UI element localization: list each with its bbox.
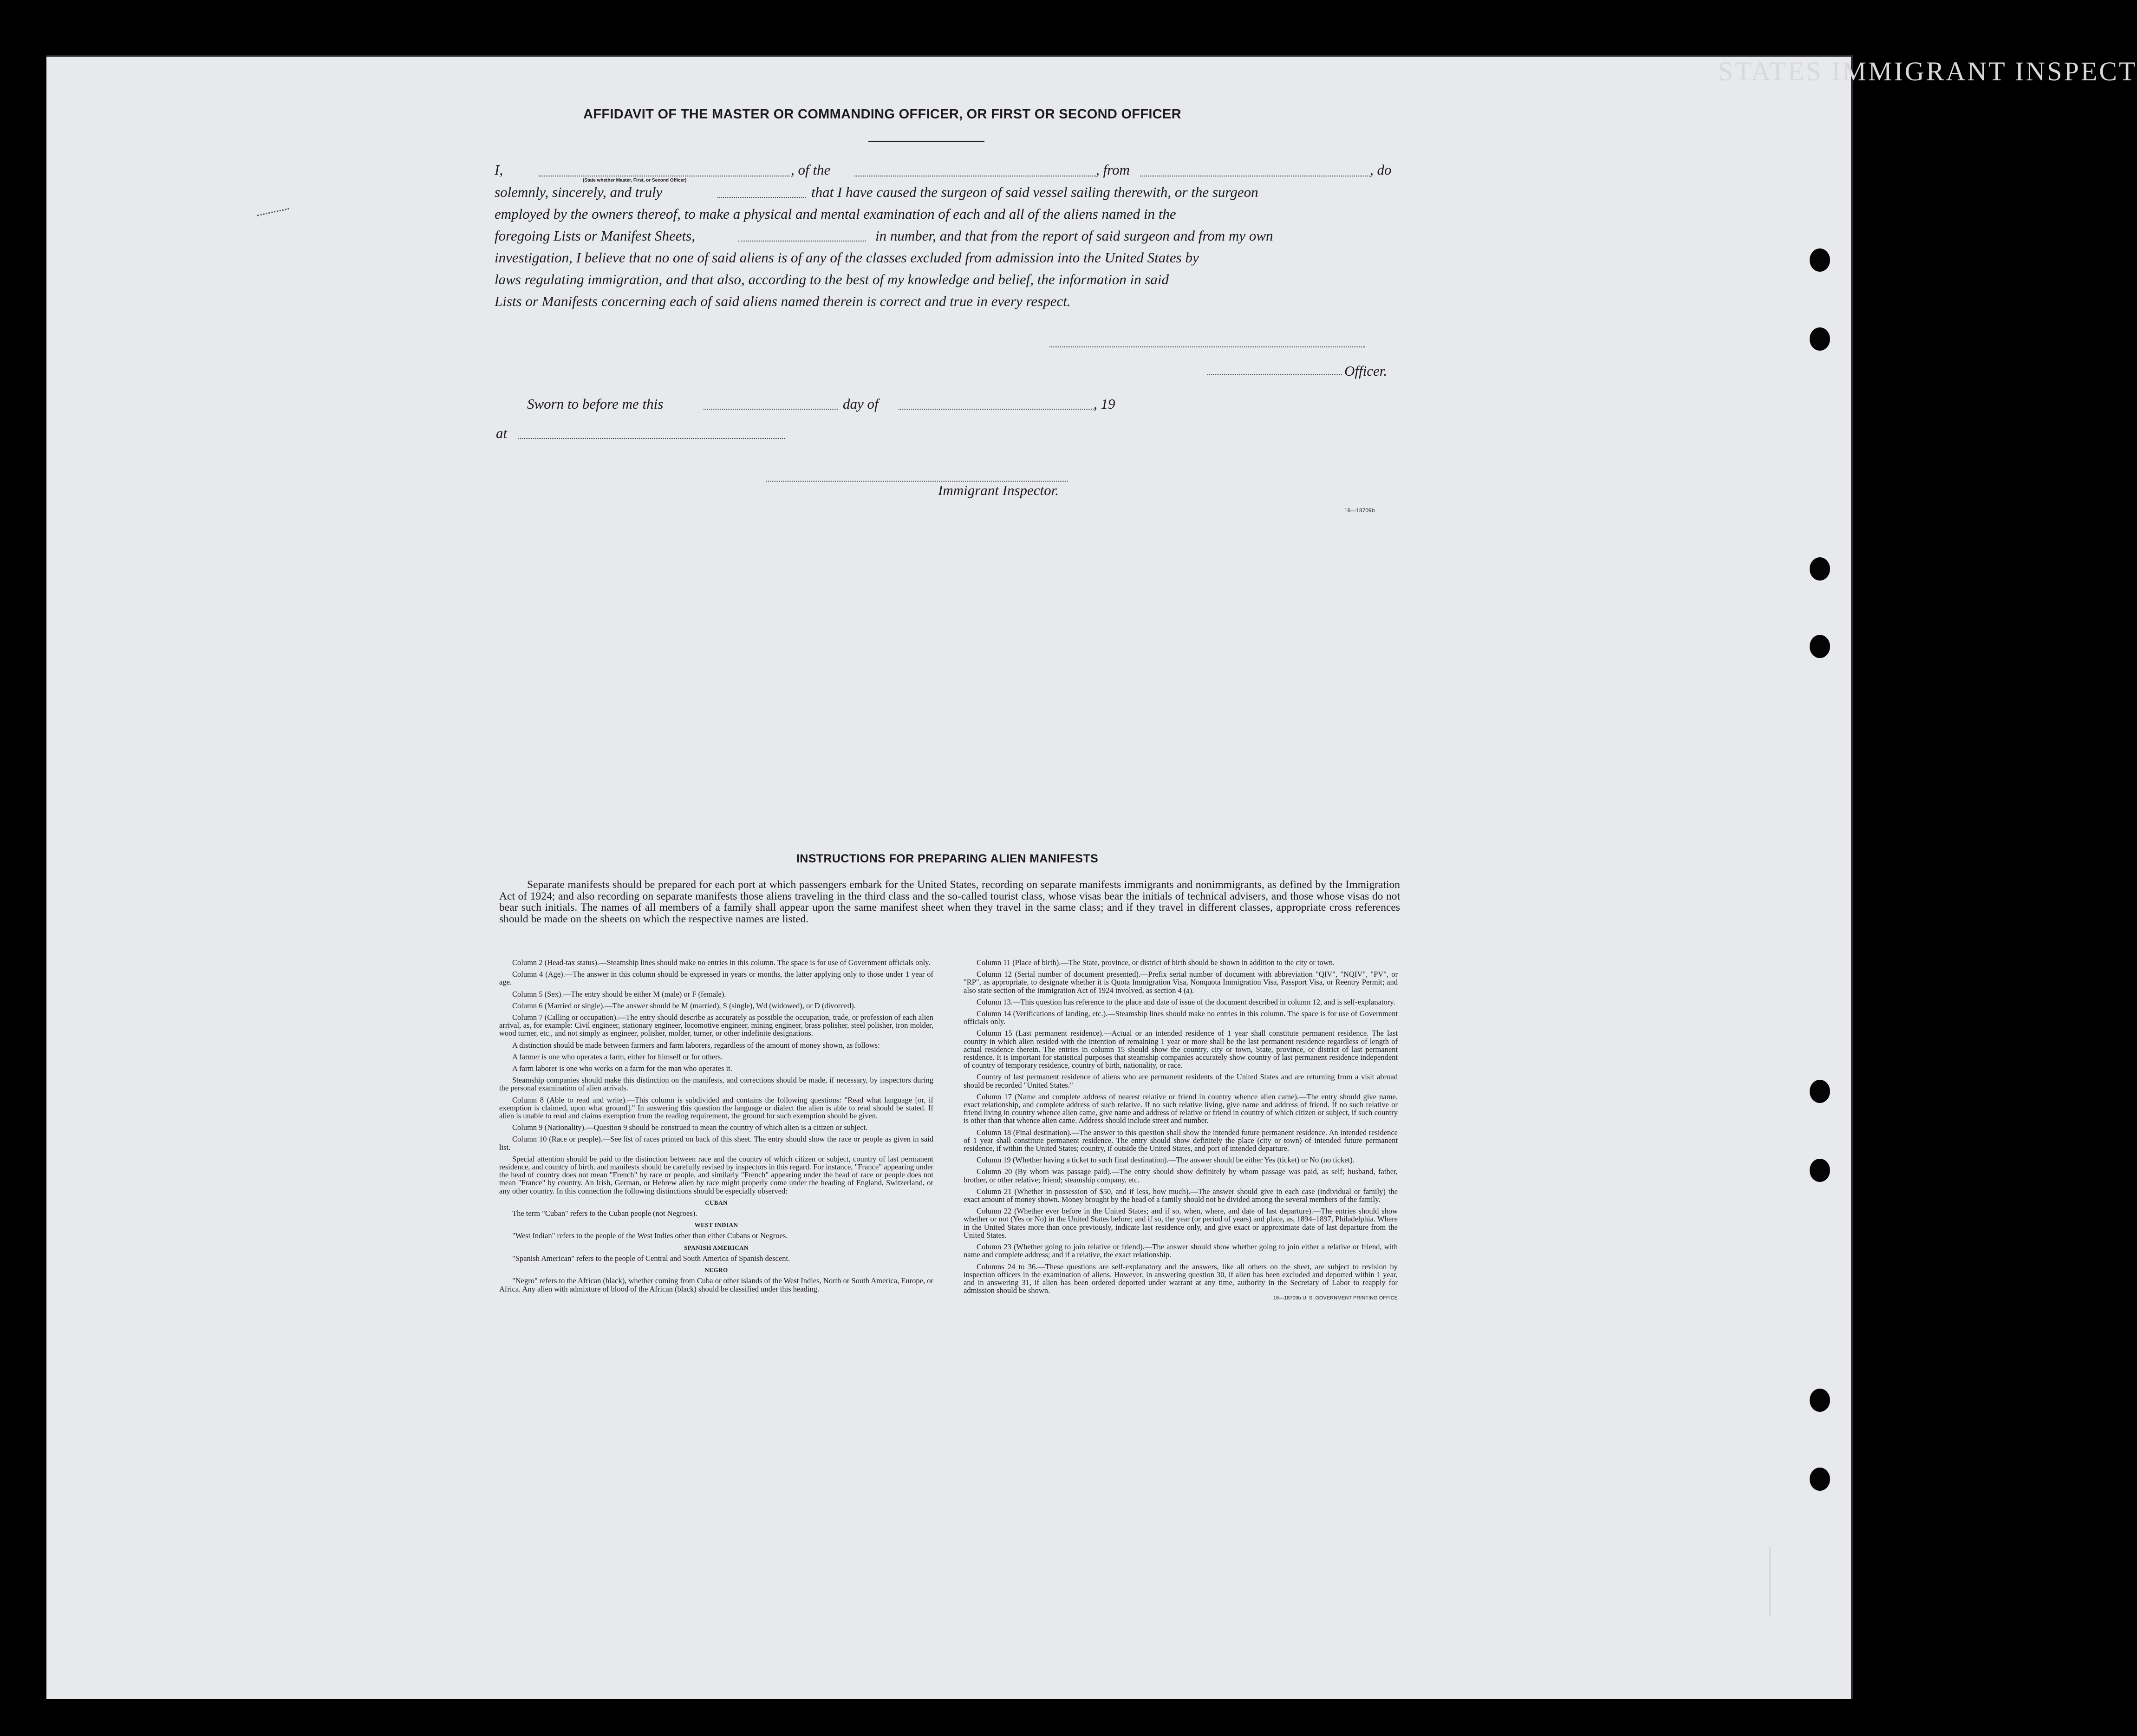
- sworn-text: Sworn to before me this: [527, 396, 664, 412]
- officer-signature-blank-2[interactable]: [1207, 374, 1342, 375]
- sworn-place-blank[interactable]: [518, 438, 785, 439]
- instruction-item: Column 11 (Place of birth).—The State, province, or district of birth should be shown in addition to the city or town.: [977, 958, 1335, 967]
- instruction-item: Column 15 (Last permanent residence).—Actual or an intended residence of 1 year shall constitute permanent residence. The last country in which alien resided with the intention of remaining 1 year or more shall be the last permanent residence regardless of length of actual residence therein. The entries in column 15 should show the country, city or town, State, province, or district of last permanent residence. It is important for statistical purposes that steamship companies accurately show country of last permanent residence independent of country of temporary residence, country of birth, nationality, or race.: [964, 1029, 1398, 1070]
- instruction-item: Column 18 (Final destination).—The answer to this question shall show the intended future permanent residence. An intended residence of 1 year shall constitute permanent residence. The entry should show definitely the place (city or town) of intended future permanent residence, if within the United States; country, if outside the United States, and port of intended departure.: [964, 1128, 1398, 1153]
- instruction-item: A farm laborer is one who works on a farm for the man who operates it.: [512, 1064, 732, 1073]
- instruction-item: Column 9 (Nationality).—Question 9 should be construed to mean the country of which alien is a citizen or subject.: [512, 1123, 868, 1132]
- binder-hole: [1810, 1389, 1830, 1412]
- instructions-title: INSTRUCTIONS FOR PREPARING ALIEN MANIFESTS: [796, 852, 1099, 865]
- instruction-item: Column 6 (Married or single).—The answer should be M (married), S (single), Wd (widowed), or D (divorced).: [512, 1001, 856, 1010]
- instruction-item: Country of last permanent residence of aliens who are permanent residents of the United States and are returning from a visit abroad should be recorded "United States.": [964, 1072, 1398, 1090]
- instruction-item: Column 13.—This question has reference to the place and date of issue of the document described in column 12, and is self-explanatory.: [977, 997, 1395, 1006]
- affidavit-line1-i: I,: [495, 162, 503, 178]
- affidavit-line2-a: solemnly, sincerely, and truly: [495, 184, 663, 200]
- binder-hole: [1810, 1468, 1830, 1491]
- instruction-item: Column 2 (Head-tax status).—Steamship lines should make no entries in this column. The space is for use of Government officials only.: [512, 958, 931, 967]
- inspector-signature-blank[interactable]: [766, 481, 1068, 482]
- instruction-item: Column 23 (Whether going to join relative or friend).—The answer should show whether going to join either a relative or friend, with name and complete address; and if a relative, the exact relationship.: [964, 1242, 1398, 1260]
- instruction-item: Column 4 (Age).—The answer in this column should be expressed in years or months, the latter applying only to those under 1 year of age.: [499, 970, 933, 987]
- sworn-day-blank[interactable]: [704, 409, 838, 410]
- officer-signature-blank[interactable]: [1049, 346, 1365, 347]
- instruction-item: A distinction should be made between farmers and farm laborers, regardless of the amount of money shown, as follows:: [512, 1040, 880, 1050]
- definition-text: The term "Cuban" refers to the Cuban people (not Negroes).: [512, 1209, 697, 1218]
- binder-hole: [1810, 327, 1830, 351]
- sworn-month-blank[interactable]: [899, 409, 1094, 410]
- instruction-item: Column 22 (Whether ever before in the United States; and if so, when, where, and date of last departure).—The entries should show whether or not (Yes or No) in the United States before; and if so, the year (or period of years) and place, as, 1894–1897, Philadelphia. Where in the United States more than once previously, indicate last residence only, and give exact or approximate date of last departure from the United States.: [964, 1207, 1398, 1240]
- affidavit-line3: employed by the owners thereof, to make a physical and mental examination of each and all of the aliens named in the: [495, 206, 1176, 222]
- definition-text: "Negro" refers to the African (black), whether coming from Cuba or other islands of the West Indies, North or South America, Europe, or Africa. Any alien with admixture of blood of the African (black) should be classified under this heading.: [499, 1276, 933, 1293]
- definition-heading: CUBAN: [705, 1199, 728, 1206]
- title-underline: [868, 141, 984, 142]
- binder-hole: [1810, 635, 1830, 658]
- oath-type-blank[interactable]: [717, 197, 806, 198]
- officer-label: Officer.: [1344, 363, 1388, 379]
- page-edge-top: [46, 55, 1853, 57]
- binder-hole: [1810, 1080, 1830, 1103]
- binder-hole: [1810, 248, 1830, 272]
- inspector-label: Immigrant Inspector.: [938, 482, 1059, 498]
- instruction-item: Column 10 (Race or people).—See list of races printed on back of this sheet. The entry should show the race or people as given in said list.: [499, 1135, 933, 1152]
- affidavit-line1-from: , from: [1096, 162, 1130, 178]
- bleed-through-marks: [1769, 1547, 1826, 1616]
- affidavit-line1-do: , do: [1370, 162, 1392, 178]
- affidavit-line1-of: , of the: [791, 162, 831, 178]
- affidavit-title: AFFIDAVIT OF THE MASTER OR COMMANDING OFFICER, OR FIRST OR SECOND OFFICER: [583, 107, 1181, 122]
- instruction-item: A farmer is one who operates a farm, either for himself or for others.: [512, 1052, 723, 1061]
- instructions-left-column: [499, 959, 933, 1293]
- definition-heading: NEGRO: [704, 1266, 728, 1274]
- definition-heading: SPANISH AMERICAN: [684, 1244, 749, 1251]
- definition-heading: WEST INDIAN: [694, 1221, 738, 1229]
- binder-hole: [1810, 557, 1830, 581]
- affidavit-line7: Lists or Manifests concerning each of said aliens named therein is correct and true in every respect.: [495, 293, 1071, 309]
- instruction-item: Column 12 (Serial number of document presented).—Prefix serial number of document with abbreviation "QIV", "NQIV", "PV", or "RP", as appropriate, to designate whether it is Quota Immigration Visa, Nonquota Immigration Visa, Passport Visa, or Reentry Permit; and also state section of the Immigration Act of 1924 involved, as section 4 (a).: [964, 970, 1398, 995]
- sworn-day-of: day of: [843, 396, 879, 412]
- instructions-right-column: [964, 959, 1398, 1306]
- sworn-year: , 19: [1094, 396, 1115, 412]
- at-label: at: [496, 425, 508, 441]
- definition-text: "West Indian" refers to the people of the West Indies other than either Cubans or Negroes.: [512, 1231, 788, 1240]
- affidavit-form-number: 16—18709b: [1344, 507, 1375, 514]
- affidavit-line2-b: that I have caused the surgeon of said vessel sailing therewith, or the surgeon: [811, 184, 1258, 200]
- binder-hole: [1810, 1159, 1830, 1182]
- printing-office-footer: 16—18709b U. S. GOVERNMENT PRINTING OFFICE: [1273, 1295, 1398, 1301]
- affidavit-line5: investigation, I believe that no one of said aliens is of any of the classes excluded from admission into the United States by: [495, 249, 1199, 266]
- page-edge-right: [1851, 55, 1853, 1699]
- affidavit-line4-a: foregoing Lists or Manifest Sheets,: [495, 228, 695, 244]
- officer-rank-note: (State whether Master, First, or Second Officer): [583, 178, 687, 183]
- instruction-item: Column 17 (Name and complete address of nearest relative or friend in country whence alien came).—The entry should give name, exact relationship, and complete address of such relative. If no such relative living, give name and address of friend. If no such relative or friend living in country whence alien came, give name and address of relative or friend in country of which citizen or subject, if such country is other than that whence alien came. Address should include street and number.: [964, 1092, 1398, 1125]
- instruction-item: Column 19 (Whether having a ticket to such final destination).—The answer should be either Yes (ticket) or No (no ticket).: [977, 1155, 1355, 1165]
- instruction-item: Steamship companies should make this distinction on the manifests, and corrections should be made, if necessary, by inspectors during the personal examination of alien arrivals.: [499, 1076, 933, 1093]
- instruction-item: Column 5 (Sex).—The entry should be either M (male) or F (female).: [512, 989, 726, 999]
- instruction-item: Column 8 (Able to read and write).—This column is subdivided and contains the following questions: "Read what language [or, if exemption is claimed, upon what ground]." In answering this question the language or dialect the alien is able to read should be stated. If alien is unable to read and claims exemption from the reading requirement, the ground for such exemption should be given.: [499, 1095, 933, 1121]
- instruction-item: Special attention should be paid to the distinction between race and the country of which citizen or subject, country of last permanent residence, and country of birth, and manifests should be carefully revised by inspectors in this regard. For instance, "France" appearing under the head of country does not mean "French" by race or people, and similarly "French" appearing under the head of race or people does not mean "France" by country. An Irish, German, or Hebrew alien by race might properly come under the heading of England, Switzerland, or any other country. In this connection the following distinctions should be especially observed:: [499, 1154, 933, 1195]
- instruction-item: Column 21 (Whether in possession of $50, and if less, how much).—The answer should give in each case (individual or family) the exact amount of money shown. Money brought by the head of a family should not be divided among the several members of the family.: [964, 1187, 1398, 1204]
- definition-text: "Spanish American" refers to the people of Central and South America of Spanish descent.: [512, 1253, 790, 1263]
- instruction-item: Columns 24 to 36.—These questions are self-explanatory and the answers, like all others on the sheet, are subject to revision by inspection officers in the examination of aliens. However, in answering question 30, if alien has been excluded and deported within 1 year, and in answering 31, if alien has been ordered deported under warrant at any time, authority in the Secretary of Labor to reapply for admission should be shown.: [964, 1262, 1398, 1295]
- instruction-item: Column 14 (Verifications of landing, etc.).—Steamship lines should make no entries in this column. The space is for use of Government officials only.: [964, 1009, 1398, 1026]
- instructions-intro: Separate manifests should be prepared for each port at which passengers embark for the United States, recording on separate manifests immigrants and nonimmigrants, as defined by the Immigration Act of 1924; and also recording on separate manifests those aliens traveling in the third class and the so-called tourist class, whose visas bear the initials of technical advisers, and those whose visas do not bear such initials. The names of all members of a family shall appear upon the same manifest sheet when they travel in the same class; and if they travel in different classes, appropriate cross references should be made on the sheets on which the respective names are listed.: [499, 879, 1400, 925]
- affidavit-line4-b: in number, and that from the report of said surgeon and from my own: [875, 228, 1273, 244]
- affidavit-line6: laws regulating immigration, and that also, according to the best of my knowledge and belief, the information in said: [495, 271, 1169, 287]
- bleed-through-text: STATES IMMIGRANT INSPECT: [1718, 56, 2137, 86]
- instruction-item: Column 20 (By whom was passage paid).—The entry should show definitely by whom passage was paid, as self; husband, father, brother, or other relative; friend; steamship company, etc.: [964, 1167, 1398, 1184]
- instruction-item: Column 7 (Calling or occupation).—The entry should describe as accurately as possible the occupation, trade, or profession of each alien arrival, as, for example: Civil engineer, stationary engineer, locomotive engineer, mining engineer, brass polisher, steel polisher, iron molder, wood turner, etc., and not simply as engineer, polisher, molder, turner, or other indefinite designations.: [499, 1013, 933, 1038]
